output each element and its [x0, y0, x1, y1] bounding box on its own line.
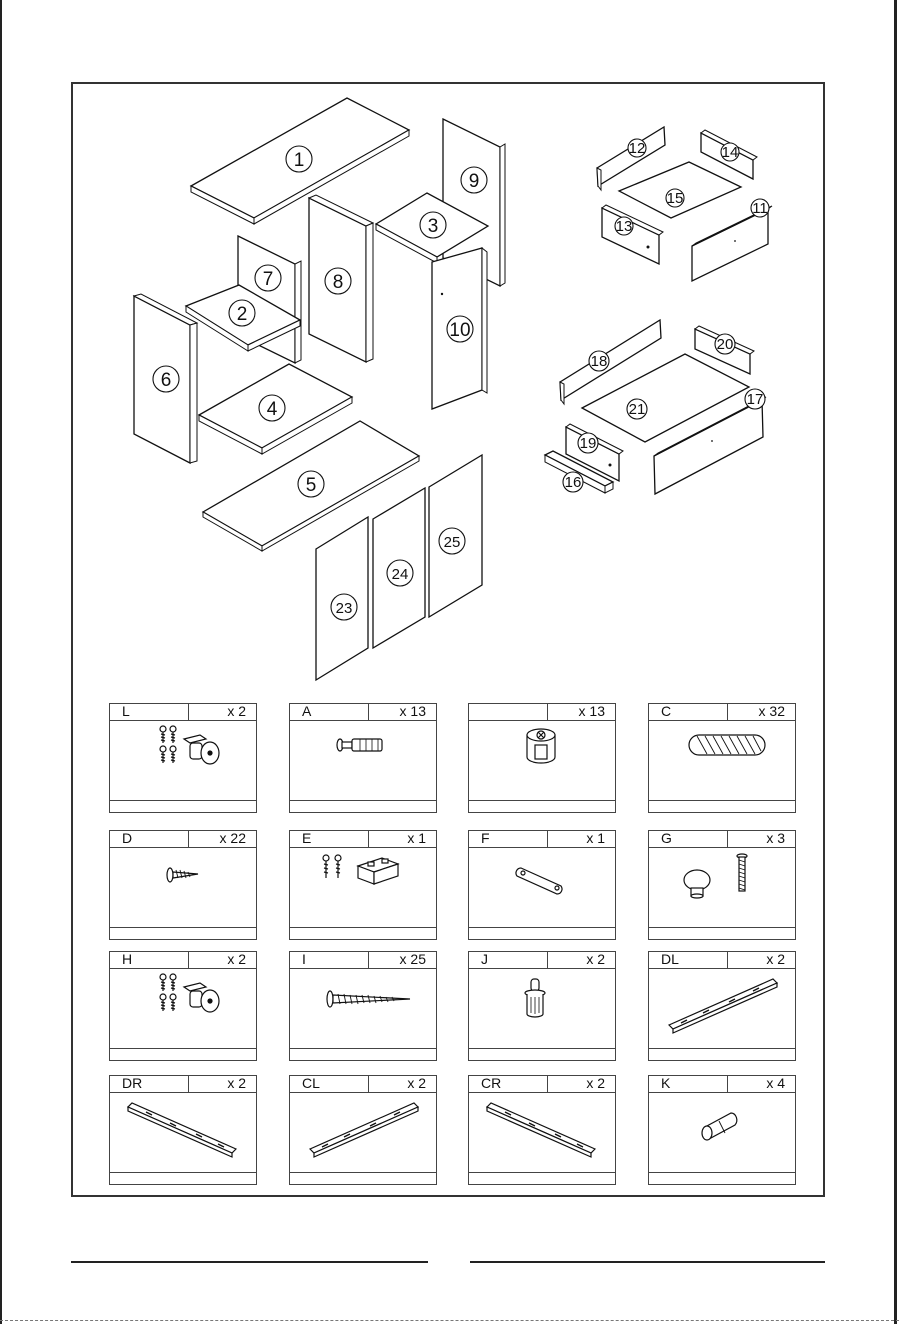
hardware-card-footer-line [649, 927, 795, 928]
hardware-quantity: x 2 [227, 951, 246, 967]
hardware-card-c [648, 703, 796, 813]
hardware-card-footer-line [469, 1048, 615, 1049]
panel-label-8: 8 [332, 272, 344, 293]
panel-label-21: 21 [628, 401, 646, 418]
hardware-quantity: x 2 [227, 1075, 246, 1091]
drawer-slide-icon [290, 1093, 436, 1163]
hardware-card-j [468, 951, 616, 1061]
hardware-card-g [648, 830, 796, 940]
panel-label-5: 5 [305, 475, 317, 496]
panel-label-16: 16 [564, 474, 582, 491]
hardware-quantity: x 13 [578, 703, 605, 719]
cam-bolt-icon [290, 721, 436, 791]
panel-label-11: 11 [752, 200, 768, 217]
hardware-card-h [109, 951, 257, 1061]
hardware-card-e [289, 830, 437, 940]
hardware-card-header [469, 704, 615, 721]
header-divider [368, 1076, 369, 1092]
hardware-card-footer-line [290, 927, 436, 928]
page-bottom-edge [0, 1320, 899, 1322]
header-divider [188, 831, 189, 847]
hardware-card-dl [648, 951, 796, 1061]
shelf-support-icon [469, 969, 615, 1039]
header-divider [188, 1076, 189, 1092]
hardware-code: E [302, 830, 312, 846]
hardware-code: I [302, 951, 306, 967]
wooden-dowel-icon [649, 721, 795, 791]
magnetic-catch-icon [290, 848, 436, 918]
hardware-code: H [122, 951, 133, 967]
hardware-card-footer-line [290, 1048, 436, 1049]
hardware-card-header [649, 952, 795, 969]
panel-label-12: 12 [628, 140, 646, 157]
panel-11 [692, 199, 772, 281]
hardware-card-k [648, 1075, 796, 1185]
panel-label-24: 24 [391, 566, 409, 583]
panel-15 [619, 162, 741, 218]
hardware-card-footer-line [649, 800, 795, 801]
panel-label-14: 14 [721, 144, 739, 161]
panel-label-10: 10 [449, 320, 471, 341]
hardware-code: L [122, 703, 130, 719]
hardware-card-footer-line [290, 1172, 436, 1173]
hardware-card-header [110, 1076, 256, 1093]
header-divider [368, 704, 369, 720]
hardware-card-a [289, 703, 437, 813]
hardware-code: C [661, 703, 672, 719]
drawer-slide-icon [110, 1093, 256, 1163]
header-divider [368, 952, 369, 968]
header-divider [727, 1076, 728, 1092]
panel-label-18: 18 [590, 353, 608, 370]
hardware-card-header [469, 831, 615, 848]
hardware-card-footer-line [290, 800, 436, 801]
panel-label-25: 25 [443, 534, 461, 551]
hardware-card-header [469, 1076, 615, 1093]
foot-leg-icon [649, 1093, 795, 1163]
hardware-quantity: x 1 [407, 830, 426, 846]
panel-label-15: 15 [666, 190, 684, 207]
hardware-card-footer-line [649, 1172, 795, 1173]
header-divider [547, 704, 548, 720]
panel-23 [316, 517, 368, 680]
hardware-quantity: x 32 [758, 703, 785, 719]
hardware-card-footer-line [469, 1172, 615, 1173]
panel-label-9: 9 [468, 171, 480, 192]
hardware-card-footer-line [649, 1048, 795, 1049]
hardware-card-header [290, 952, 436, 969]
long-screw-icon [290, 969, 436, 1039]
hardware-code: CR [481, 1075, 502, 1091]
panel-1 [191, 98, 409, 224]
hardware-card-header [290, 1076, 436, 1093]
panel-6 [134, 294, 197, 463]
hardware-card-header [290, 704, 436, 721]
hardware-code: D [122, 830, 133, 846]
hardware-code: A [302, 703, 312, 719]
panel-25 [429, 455, 482, 617]
panel-label-4: 4 [266, 399, 278, 420]
screws-and-caster-icon [110, 969, 256, 1039]
short-screw-icon [110, 848, 256, 918]
hardware-quantity: x 1 [586, 830, 605, 846]
hardware-quantity: x 2 [227, 703, 246, 719]
panel-24 [373, 488, 425, 648]
hardware-card-header [110, 831, 256, 848]
hardware-card-footer-line [469, 800, 615, 801]
hardware-code: DR [122, 1075, 143, 1091]
screws-and-caster-icon [110, 721, 256, 791]
hardware-quantity: x 25 [399, 951, 426, 967]
hardware-card-cl [289, 1075, 437, 1185]
header-divider [727, 704, 728, 720]
drawer-slide-icon [469, 1093, 615, 1163]
hardware-quantity: x 13 [399, 703, 426, 719]
hardware-quantity: x 2 [586, 951, 605, 967]
hardware-card-footer-line [110, 1048, 256, 1049]
panel-label-19: 19 [579, 435, 597, 452]
hardware-card-footer-line [110, 800, 256, 801]
hardware-card-header [110, 952, 256, 969]
hardware-card-f [468, 830, 616, 940]
hardware-quantity: x 2 [766, 951, 785, 967]
hardware-card-header [649, 1076, 795, 1093]
hardware-card-d [109, 830, 257, 940]
hardware-card-header [110, 704, 256, 721]
hardware-card-footer-line [110, 927, 256, 928]
hardware-card-header [290, 831, 436, 848]
panel-label-2: 2 [236, 304, 248, 325]
hardware-quantity: x 3 [766, 830, 785, 846]
hardware-card-header [469, 952, 615, 969]
footer-rule-left [71, 1261, 428, 1263]
hardware-code: CL [302, 1075, 320, 1091]
hardware-card-unlabeled [468, 703, 616, 813]
header-divider [188, 704, 189, 720]
panel-label-13: 13 [615, 218, 633, 235]
hardware-quantity: x 4 [766, 1075, 785, 1091]
hardware-card-dr [109, 1075, 257, 1185]
hardware-code: J [481, 951, 488, 967]
hardware-quantity: x 22 [219, 830, 246, 846]
hardware-card-footer-line [469, 927, 615, 928]
panel-13 [602, 205, 663, 264]
panel-label-20: 20 [716, 336, 734, 353]
header-divider [188, 952, 189, 968]
connector-plate-icon [469, 848, 615, 918]
panel-label-17: 17 [746, 391, 764, 408]
panel-label-3: 3 [427, 216, 439, 237]
panel-8 [309, 195, 373, 362]
header-divider [547, 952, 548, 968]
panel-10 [432, 248, 487, 409]
drawer-slide-icon [649, 969, 795, 1039]
header-divider [727, 831, 728, 847]
hardware-code: F [481, 830, 490, 846]
header-divider [547, 831, 548, 847]
panel-label-7: 7 [262, 269, 274, 290]
header-divider [727, 952, 728, 968]
header-divider [547, 1076, 548, 1092]
hardware-card-l [109, 703, 257, 813]
panel-label-6: 6 [160, 370, 172, 391]
cam-lock-icon [469, 721, 615, 791]
header-divider [368, 831, 369, 847]
footer-rule-right [470, 1261, 825, 1263]
hardware-code: DL [661, 951, 679, 967]
hardware-card-header [649, 831, 795, 848]
hardware-card-footer-line [110, 1172, 256, 1173]
panel-label-23: 23 [335, 600, 353, 617]
panel-label-1: 1 [293, 150, 305, 171]
hardware-card-header [649, 704, 795, 721]
hardware-quantity: x 2 [586, 1075, 605, 1091]
hardware-card-cr [468, 1075, 616, 1185]
hardware-code: K [661, 1075, 671, 1091]
hardware-card-i [289, 951, 437, 1061]
hardware-quantity: x 2 [407, 1075, 426, 1091]
hardware-code: G [661, 830, 672, 846]
knob-and-bolt-icon [649, 848, 795, 918]
